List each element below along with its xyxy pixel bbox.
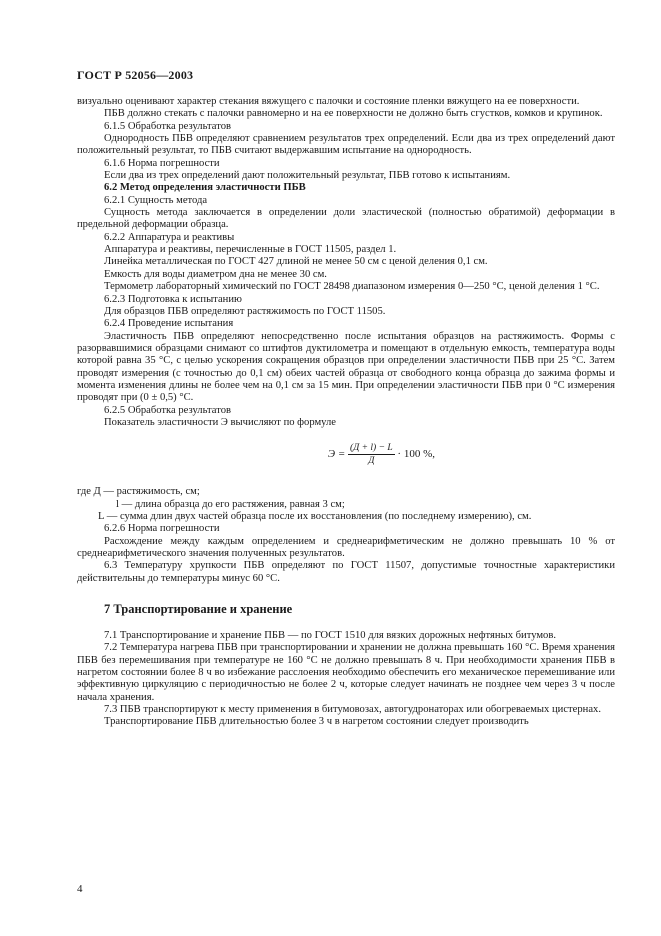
paragraph: Линейка металлическая по ГОСТ 427 длиной не менее 50 см с ценой деления 0,1 см. <box>104 256 488 268</box>
page-content <box>77 96 615 729</box>
paragraph: Сущность метода заключается в определении доли эластической (полностью обратимой) деформации в предельной деформации образца. <box>77 207 615 231</box>
paragraph: 6.2 Метод определения эластичности ПБВ <box>104 182 306 194</box>
page-number: 4 <box>77 883 83 895</box>
paragraph: где Д — растяжимость, см; <box>77 486 200 498</box>
formula-fraction <box>348 442 395 467</box>
elasticity-formula <box>77 442 615 472</box>
formula-denominator: Д <box>368 456 375 467</box>
paragraph: 6.2.6 Норма погрешности <box>104 523 220 535</box>
paragraph: Емкость для воды диаметром дна не менее 30 см. <box>104 268 327 280</box>
paragraph: L — сумма длин двух частей образца после их восстановления (по последнему измерению), см. <box>98 510 532 522</box>
paragraph: Однородность ПБВ определяют сравнением результатов трех определений. Если два из трех определений дают положительный результат, то ПБВ считают выдержавшим испытание на однородность. <box>77 133 615 157</box>
paragraph: 7.1 Транспортирование и хранение ПБВ — по ГОСТ 1510 для вязких дорожных нефтяных битумов. <box>104 630 557 642</box>
paragraph: Термометр лабораторный химический по ГОСТ 28498 диапазоном измерения 0—250 °С, ценой деления 1 °С. <box>104 281 600 293</box>
paragraph: Транспортирование ПБВ длительностью более 3 ч в нагретом состоянии следует производить <box>104 716 529 728</box>
paragraph: 6.2.3 Подготовка к испытанию <box>104 293 242 305</box>
paragraph: Если два из трех определений дают положительный результат, ПБВ готово к испытаниям. <box>104 170 511 182</box>
paragraph: Расхождение между каждым определением и среднеарифметическим не должно превышать 10 % от среднеарифметического значения полученных результатов. <box>77 535 615 559</box>
paragraph: 6.1.6 Норма погрешности <box>104 157 220 169</box>
paragraph: 7.2 Температура нагрева ПБВ при транспортировании и хранении не должна превышать 160 °С. Время хранения ПБВ без перемешивания при температуре не 160 °С не должно превышать 8 ч. При необходимости хранения ПБВ в нагретом состоянии более 8 ч во избежание расслоения необходимо обеспечить его механическое перемешивание или эффективную циркуляцию с периодичностью не более 2 ч, которые следует начинать не позднее чем через 3 ч после начала хранения. <box>77 642 615 703</box>
text-block-a <box>77 96 615 429</box>
section-title: 7 Транспортирование и хранение <box>104 602 293 617</box>
paragraph: Эластичность ПБВ определяют непосредственно после испытания образцов на растяжимость. Формы с разорвавшимися образцами снимают со штифтов дуктилометра и помещают в отдельную емкость, температура воды которой равна 35 °С, с целью ускорения сокращения образцов при определении эластичности ПБВ при 25 °С. Затем проводят измерения (с точностью до 0,1 см) обеих частей образца от свободного конца образца до зажима формы и момента изменения длины не более чем на 0,1 см за 15 мин. При определении эластичности ПБВ при 0 °С измерения проводят при (0 ± 0,5) °С. <box>77 330 615 404</box>
paragraph: ПБВ должно стекать с палочки равномерно и на ее поверхности не должно быть сгустков, комков и крупинок. <box>104 108 603 120</box>
paragraph: 7.3 ПБВ транспортируют к месту применения в битумовозах, автогудронаторах или обогреваемых цистернах. <box>104 704 601 716</box>
page-header: ГОСТ Р 52056—2003 <box>77 68 194 82</box>
paragraph: Аппаратура и реактивы, перечисленные в ГОСТ 11505, раздел 1. <box>104 244 397 256</box>
formula-numerator: (Д + l) − L <box>350 443 393 454</box>
text-block-c <box>77 630 615 729</box>
paragraph: Для образцов ПБВ определяют растяжимость по ГОСТ 11505. <box>104 305 386 317</box>
paragraph: 6.1.5 Обработка результатов <box>104 120 231 132</box>
paragraph: 6.3 Температуру хрупкости ПБВ определяют по ГОСТ 11507, допустимые точностные характеристики действительны до температуры минус 60 °С. <box>77 560 615 584</box>
paragraph: 6.2.5 Обработка результатов <box>104 404 231 416</box>
formula-definitions <box>77 486 615 523</box>
paragraph: визуально оценивают характер стекания вяжущего с палочки и состояние пленки вяжущего на ее поверхности. <box>77 96 580 107</box>
formula-rhs: · 100 %, <box>397 448 435 461</box>
paragraph: 6.2.2 Аппаратура и реактивы <box>104 231 235 243</box>
paragraph: l — длина образца до его растяжения, равная 3 см; <box>116 498 345 510</box>
paragraph: Показатель эластичности Э вычисляют по формуле <box>104 416 337 428</box>
paragraph: 6.2.1 Сущность метода <box>104 194 208 206</box>
text-block-b <box>77 523 615 585</box>
paragraph: 6.2.4 Проведение испытания <box>104 318 234 330</box>
formula-lhs: Э = <box>327 448 346 461</box>
